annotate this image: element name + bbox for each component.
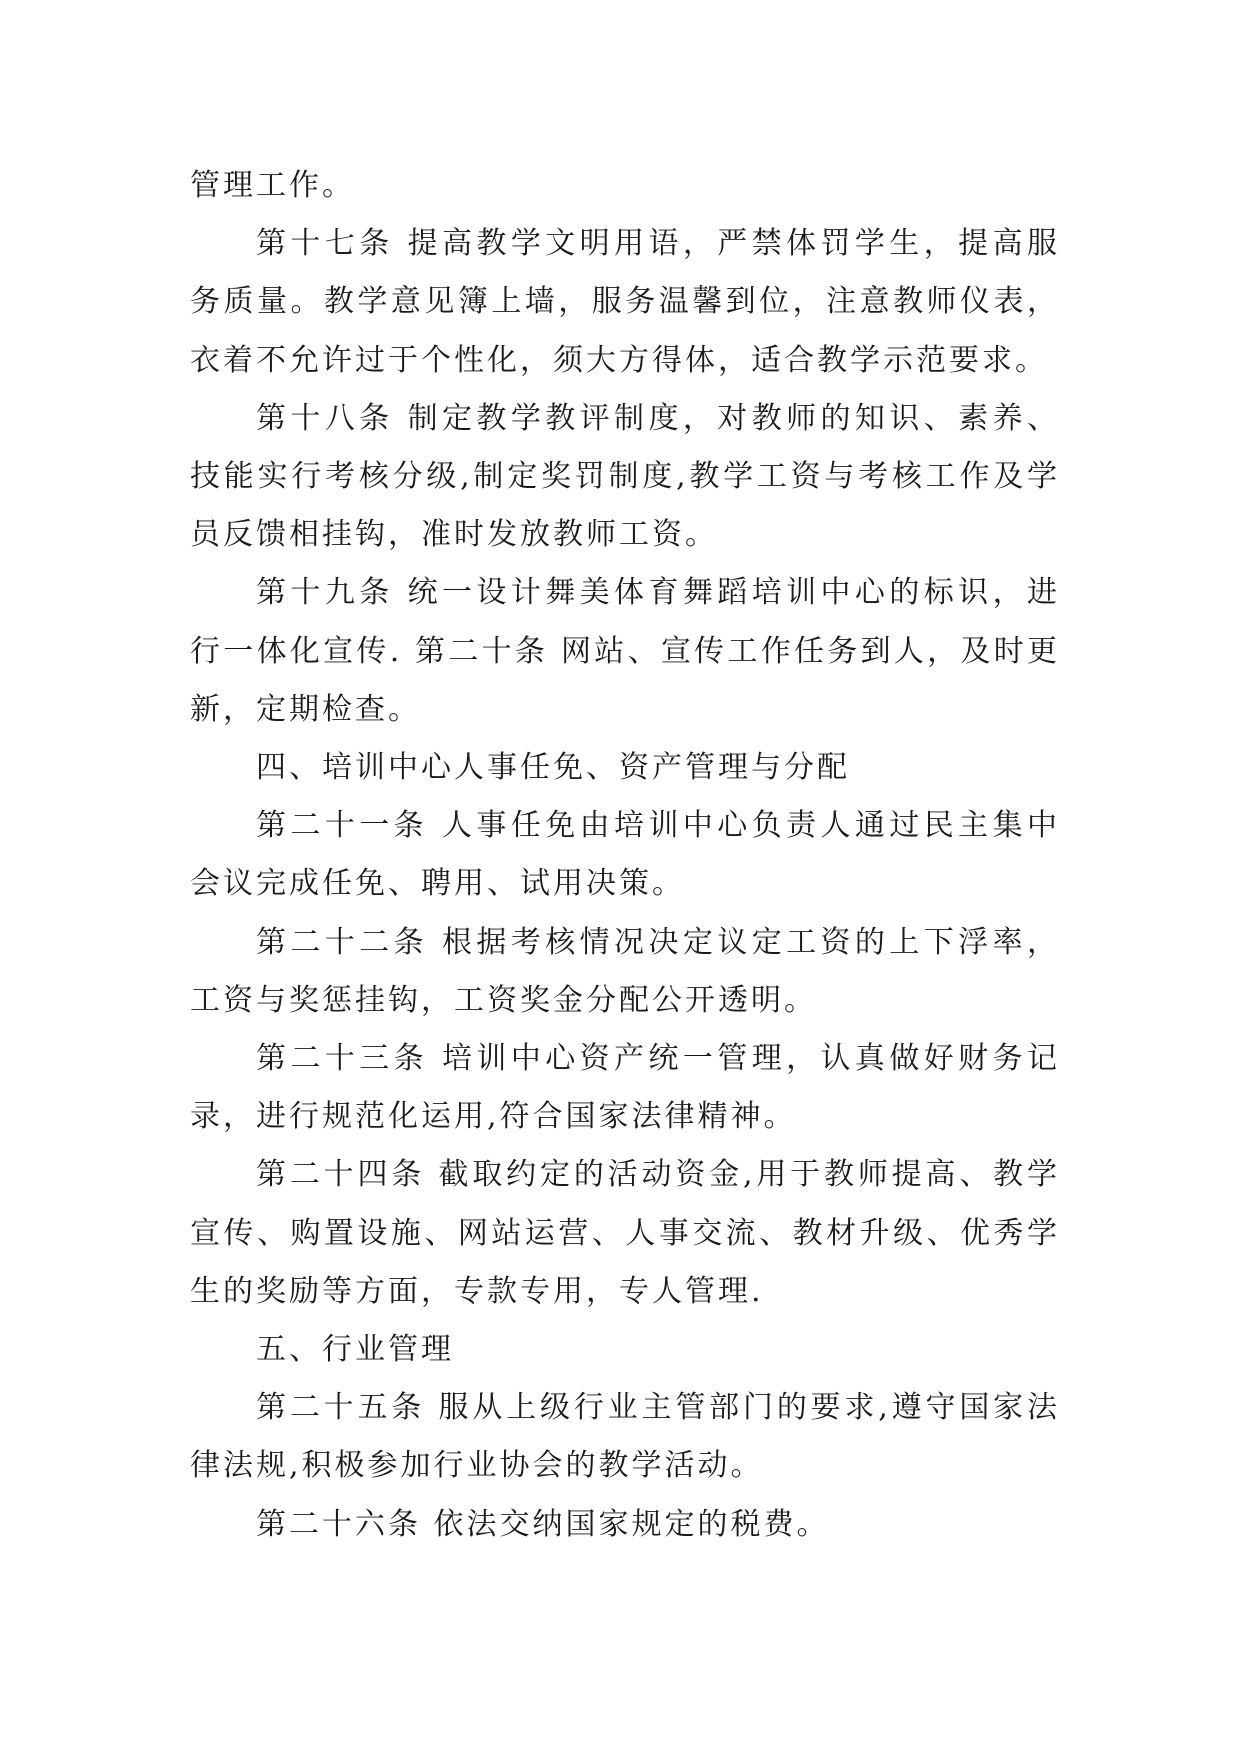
article-25: 第二十五条 服从上级行业主管部门的要求,遵守国家法律法规,积极参加行业协会的教学活动。 [190, 1390, 1060, 1484]
paragraph-continuation: 管理工作。 [190, 168, 355, 203]
article-26: 第二十六条 依法交纳国家规定的税费。 [256, 1506, 830, 1542]
section-heading-4: 四、培训中心人事任免、资产管理与分配 [256, 750, 850, 786]
section-heading-5: 五、行业管理 [256, 1332, 454, 1368]
document-body [190, 157, 1060, 1554]
article-23: 第二十三条 培训中心资产统一管理，认真做好财务记录，进行规范化运用,符合国家法律精神。 [190, 1041, 1060, 1135]
article-19-20: 第十九条 统一设计舞美体育舞蹈培训中心的标识，进行一体化宣传. 第二十条 网站、宣传工作任务到人，及时更新，定期检查。 [190, 575, 1060, 727]
article-21: 第二十一条 人事任免由培训中心负责人通过民主集中会议完成任免、聘用、试用决策。 [190, 808, 1060, 902]
article-18: 第十八条 制定教学教评制度，对教师的知识、素养、技能实行考核分级,制定奖罚制度,教学工资与考核工作及学员反馈相挂钩，准时发放教师工资。 [190, 400, 1060, 553]
article-17: 第十七条 提高教学文明用语，严禁体罚学生，提高服务质量。教学意见簿上墙，服务温馨到位，注意教师仪表，衣着不允许过于个性化，须大方得体，适合教学示范要求。 [190, 226, 1060, 378]
article-22: 第二十二条 根据考核情况决定议定工资的上下浮率，工资与奖惩挂钩，工资奖金分配公开透明。 [190, 924, 1060, 1018]
article-24: 第二十四条 截取约定的活动资金,用于教师提高、教学宣传、购置设施、网站运营、人事交流、教材升级、优秀学生的奖励等方面，专款专用，专人管理. [190, 1157, 1060, 1309]
